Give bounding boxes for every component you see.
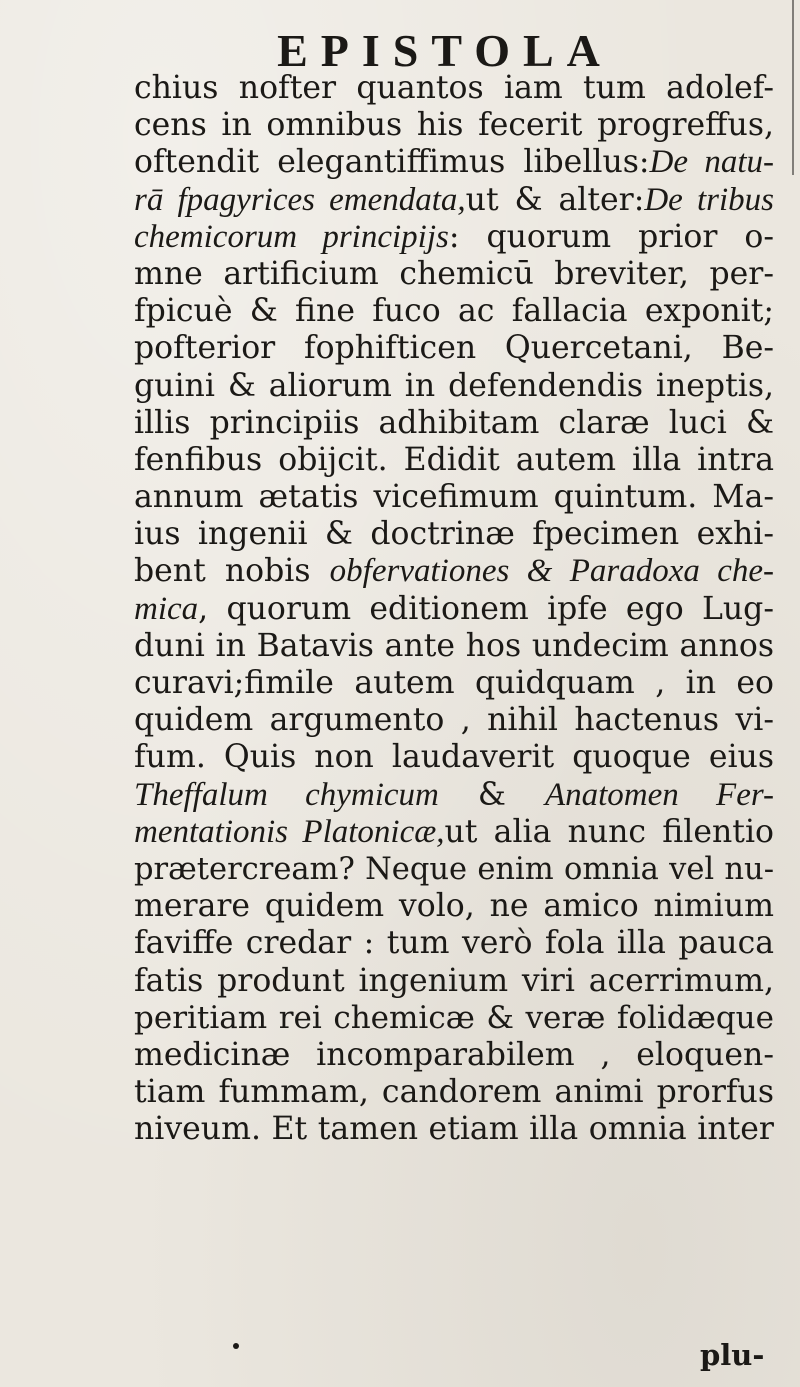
text-line bbox=[134, 107, 774, 144]
text-line bbox=[134, 814, 774, 851]
text-run: niveum. Et tamen etiam illa omnia inter bbox=[134, 1111, 774, 1148]
text-run: fenfibus obijcit. Edidit autem illa intra bbox=[134, 441, 774, 478]
text-line bbox=[134, 591, 774, 628]
text-line bbox=[134, 702, 774, 739]
text-run: & bbox=[438, 776, 545, 813]
italic-title: mentationis Platonicæ, bbox=[134, 813, 445, 850]
body-text bbox=[134, 70, 774, 1148]
text-run: duni in Batavis ante hos undecim annos bbox=[134, 627, 774, 664]
text-line bbox=[134, 293, 774, 330]
text-run: merare quidem volo, ne amico nimium bbox=[134, 888, 774, 925]
italic-title: chemicorum principijs bbox=[134, 218, 449, 255]
text-run: cens in omnibus his fecerit progreffus, bbox=[134, 107, 774, 144]
text-line bbox=[134, 182, 774, 219]
text-line bbox=[134, 516, 774, 553]
text-run: ius ingenii & doctrinæ fpecimen exhi- bbox=[134, 516, 774, 553]
text-run: medicinæ incomparabilem , eloquen- bbox=[134, 1036, 774, 1073]
text-line bbox=[134, 405, 774, 442]
text-line bbox=[134, 851, 774, 888]
text-line bbox=[134, 70, 774, 107]
text-run: ut & alter: bbox=[465, 181, 645, 218]
text-line bbox=[134, 628, 774, 665]
text-run: illis principiis adhibitam claræ luci & bbox=[134, 404, 774, 441]
signature-mark bbox=[233, 1343, 239, 1349]
text-run: pofterior fophifticen Quercetani, Be- bbox=[134, 330, 774, 367]
catchword: plu- bbox=[700, 1338, 765, 1372]
text-run: guini & aliorum in defendendis ineptis, bbox=[134, 367, 774, 404]
text-line bbox=[134, 219, 774, 256]
italic-title: mica bbox=[134, 590, 199, 627]
running-header: EPISTOLA bbox=[277, 25, 613, 76]
italic-title: Theffalum chymicum bbox=[134, 776, 439, 813]
text-line bbox=[134, 1074, 774, 1111]
text-run: prætercream? Neque enim omnia vel nu- bbox=[134, 851, 774, 887]
italic-title: rā fpagyrices emendata, bbox=[134, 181, 466, 218]
text-line bbox=[134, 553, 774, 590]
text-run: annum ætatis vicefimum quintum. Ma- bbox=[134, 479, 774, 516]
text-line bbox=[134, 888, 774, 925]
text-line bbox=[134, 330, 774, 367]
text-run: fpicuè & fine fuco ac fallacia exponit; bbox=[134, 293, 774, 330]
page-edge-shadow bbox=[792, 0, 794, 175]
text-run: curavi;fimile autem quidquam , in eo bbox=[134, 665, 774, 701]
text-run: tiam fummam, candorem animi prorfus bbox=[134, 1074, 774, 1111]
text-run: chius nofter quantos iam tum adolef- bbox=[134, 70, 774, 106]
text-run: bent nobis bbox=[134, 553, 330, 590]
text-run: fatis produnt ingenium viri acerrimum, bbox=[134, 962, 774, 999]
text-line bbox=[134, 1000, 774, 1037]
text-line bbox=[134, 1037, 774, 1074]
italic-title: obfervationes & Paradoxa che- bbox=[329, 553, 774, 590]
text-line bbox=[134, 442, 774, 479]
text-line bbox=[134, 1111, 774, 1148]
text-line bbox=[134, 777, 774, 814]
italic-title: De natu- bbox=[649, 144, 775, 181]
text-run: : quorum prior o- bbox=[448, 218, 774, 255]
text-line bbox=[134, 925, 774, 962]
text-line bbox=[134, 479, 774, 516]
text-line bbox=[134, 144, 774, 181]
text-line bbox=[134, 739, 774, 776]
text-run: quidem argumento , nihil hactenus vi- bbox=[134, 702, 774, 739]
text-line bbox=[134, 368, 774, 405]
text-run: fum. Quis non laudaverit quoque eius bbox=[134, 739, 774, 776]
text-run: peritiam rei chemicæ & veræ folidæque bbox=[134, 999, 774, 1036]
italic-title: De tribus bbox=[644, 181, 774, 218]
text-run: faviffe credar : tum verò fola illa pauca bbox=[134, 925, 774, 962]
italic-title: Anatomen Fer- bbox=[544, 776, 775, 813]
text-line bbox=[134, 665, 774, 702]
text-run: ut alia nunc filentio bbox=[444, 813, 774, 850]
text-run: mne artificium chemicū breviter, per- bbox=[134, 255, 774, 292]
text-line bbox=[134, 963, 774, 1000]
text-run: , quorum editionem ipfe ego Lug- bbox=[198, 590, 774, 627]
text-run: oftendit elegantiffimus libellus: bbox=[134, 144, 650, 181]
text-line bbox=[134, 256, 774, 293]
